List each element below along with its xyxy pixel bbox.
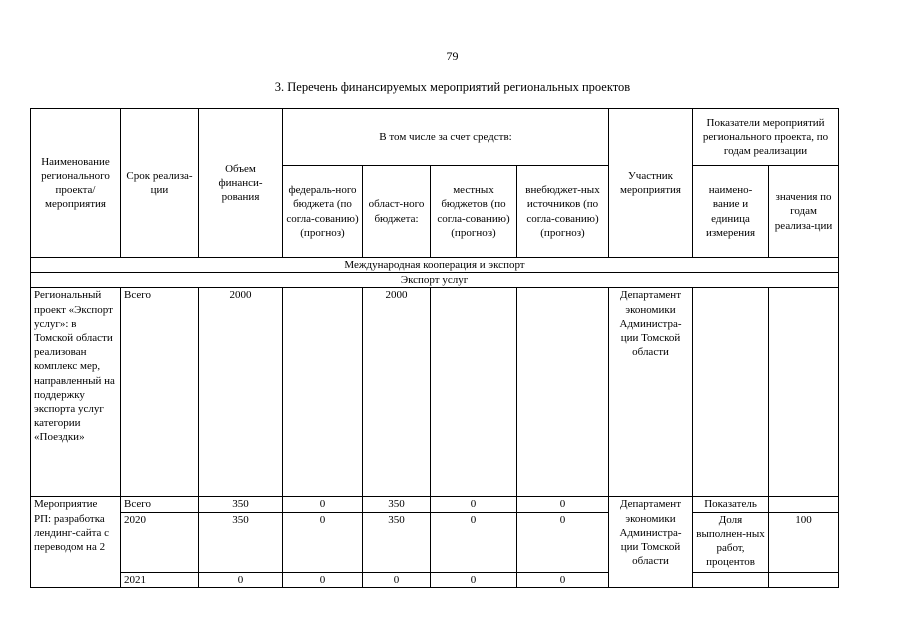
activity-name: Мероприятие РП: разработка лендинг-сайта с переводом на 2	[31, 497, 121, 587]
header-indicator-name: наимено-вание и единица измерения	[693, 166, 769, 258]
header-row-1	[31, 109, 839, 166]
header-federal: федераль-ного бюджета (по согла-сованию) (прогноз)	[283, 166, 363, 258]
financing-table	[30, 108, 839, 588]
section-subprogram: Экспорт услуг	[31, 273, 839, 288]
project-name: Региональный проект «Экспорт услуг»: в Томской области реализован комплекс мер, направленный на поддержку экспорта услуг категории «Поездки»	[31, 288, 121, 497]
project-row	[31, 288, 839, 497]
header-local: местных бюджетов (по согла-сованию) (прогноз)	[431, 166, 517, 258]
activity-federal: 0	[283, 572, 363, 587]
activity-offbudget: 0	[517, 512, 609, 572]
activity-term: 2021	[121, 572, 199, 587]
header-participant: Участник мероприятия	[609, 109, 693, 258]
activity-regional: 350	[363, 512, 431, 572]
project-indicator-values	[769, 288, 839, 497]
header-term: Срок реализа-ции	[121, 109, 199, 258]
project-local	[431, 288, 517, 497]
activity-local: 0	[431, 512, 517, 572]
activity-local: 0	[431, 497, 517, 512]
activity-indicator-header: Показатель	[693, 497, 769, 512]
header-sources-group: В том числе за счет средств:	[283, 109, 609, 166]
activity-regional: 350	[363, 497, 431, 512]
project-term: Всего	[121, 288, 199, 497]
project-federal	[283, 288, 363, 497]
activity-regional: 0	[363, 572, 431, 587]
activity-volume: 0	[199, 572, 283, 587]
activity-offbudget: 0	[517, 572, 609, 587]
header-indicators-group: Показатели мероприятий регионального проекта, по годам реализации	[693, 109, 839, 166]
activity-volume: 350	[199, 497, 283, 512]
activity-volume: 350	[199, 512, 283, 572]
activity-indicator-header-value	[769, 497, 839, 512]
project-volume: 2000	[199, 288, 283, 497]
activity-indicator-value-2021	[769, 572, 839, 587]
section-row-subprogram	[31, 273, 839, 288]
activity-term: Всего	[121, 497, 199, 512]
section-row-program	[31, 258, 839, 273]
header-indicator-values: значения по годам реализа-ции	[769, 166, 839, 258]
project-regional: 2000	[363, 288, 431, 497]
activity-row-2020	[31, 512, 839, 572]
activity-indicator-value: 100	[769, 512, 839, 572]
activity-row-total	[31, 497, 839, 512]
header-name: Наименование регионального проекта/ мероприятия	[31, 109, 121, 258]
header-volume: Объем финанси-рования	[199, 109, 283, 258]
project-indicator-name	[693, 288, 769, 497]
activity-indicator-name-2021	[693, 572, 769, 587]
activity-term: 2020	[121, 512, 199, 572]
project-participant: Департамент экономики Администра-ции Томской области	[609, 288, 693, 497]
activity-local: 0	[431, 572, 517, 587]
activity-row-2021	[31, 572, 839, 587]
activity-indicator-name: Доля выполнен-ных работ, процентов	[693, 512, 769, 572]
project-offbudget	[517, 288, 609, 497]
activity-federal: 0	[283, 497, 363, 512]
section-program: Международная кооперация и экспорт	[31, 258, 839, 273]
activity-offbudget: 0	[517, 497, 609, 512]
header-regional: област-ного бюджета:	[363, 166, 431, 258]
page-number: 79	[446, 49, 459, 63]
activity-participant: Департамент экономики Администра-ции Томской области	[609, 497, 693, 587]
activity-federal: 0	[283, 512, 363, 572]
table-title: 3. Перечень финансируемых мероприятий региональных проектов	[274, 80, 631, 94]
header-offbudget: внебюджет-ных источников (по согла-сованию) (прогноз)	[517, 166, 609, 258]
